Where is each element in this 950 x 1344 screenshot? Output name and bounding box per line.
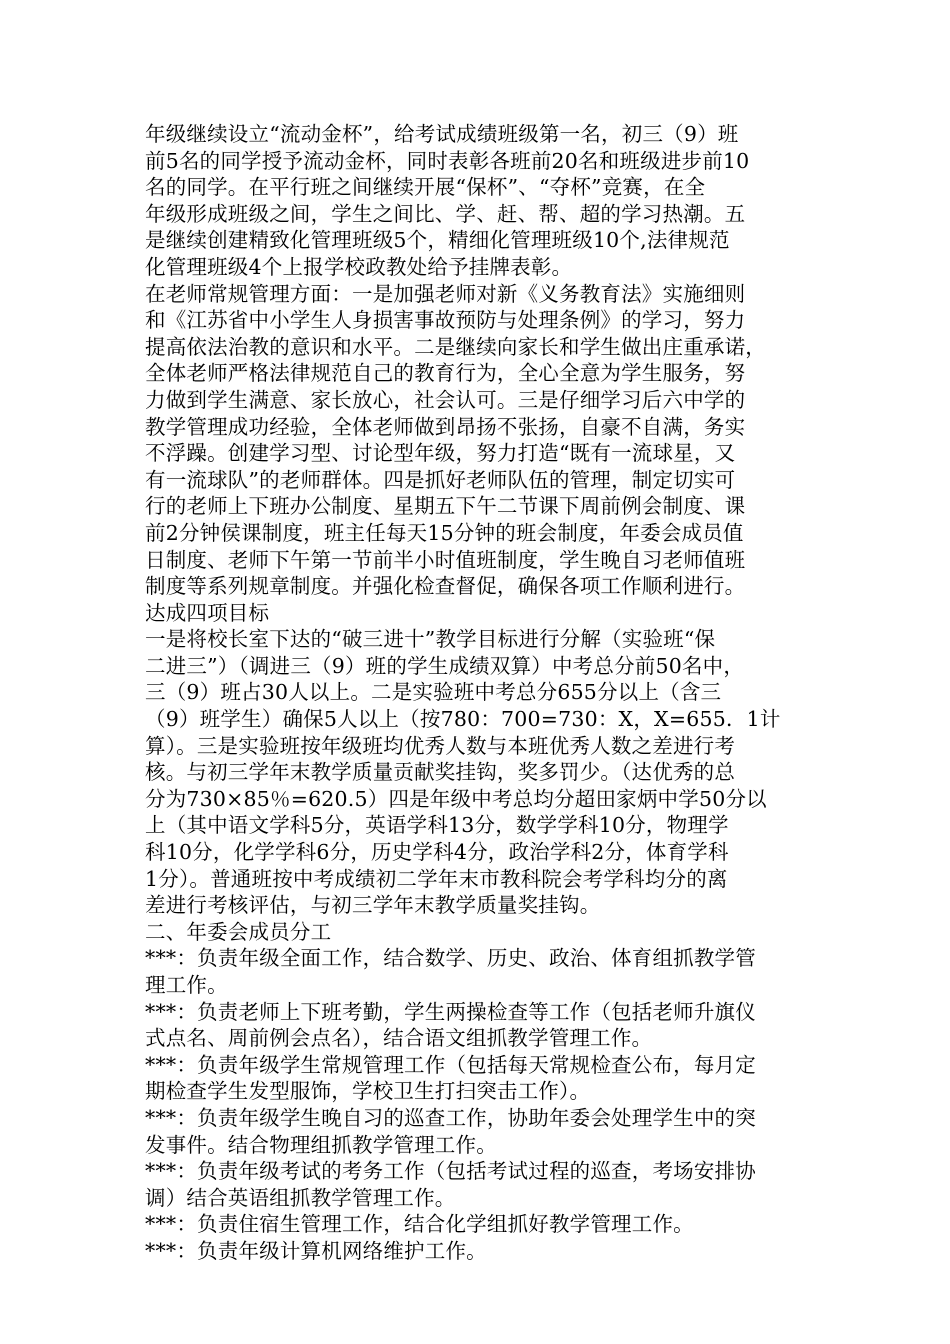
text-line: 核。与初三学年末教学质量贡献奖挂钩，奖多罚少。（达优秀的总 — [145, 760, 736, 785]
text-line: （9）班学生）确保5人以上（按780：700=730：X，X=655．1计 — [145, 707, 781, 732]
text-line: 力做到学生满意、家长放心，社会认可。三是仔细学习后六中学的 — [145, 387, 746, 412]
text-line: ***：负责年级学生常规管理工作（包括每天常规检查公布，每月定 — [145, 1052, 756, 1077]
text-line: 年级形成班级之间，学生之间比、学、赶、帮、超的学习热潮。五 — [145, 201, 746, 226]
text-line: 名的同学。在平行班之间继续开展“保杯”、“夺杯”竞赛，在全 — [145, 175, 706, 200]
text-line: 在老师常规管理方面：一是加强老师对新《义务教育法》实施细则 — [145, 281, 746, 306]
text-line: 前2分钟侯课制度，班主任每天15分钟的班会制度，年委会成员值 — [145, 520, 744, 545]
text-line: 算）。三是实验班按年级班均优秀人数与本班优秀人数之差进行考 — [145, 733, 736, 758]
text-line: 行的老师上下班办公制度、星期五下午二节课下周前例会制度、课 — [145, 494, 746, 519]
text-line: 和《江苏省中小学生人身损害事故预防与处理条例》的学习，努力 — [145, 308, 746, 333]
text-line: 发事件。结合物理组抓教学管理工作。 — [145, 1132, 497, 1157]
text-line: 理工作。 — [145, 973, 228, 997]
text-line: 全体老师严格法律规范自己的教育行为，全心全意为学生服务，努 — [145, 361, 746, 386]
text-line: 一是将校长室下达的“破三进十”教学目标进行分解（实验班“保 — [145, 627, 716, 652]
document-page — [145, 121, 815, 1265]
text-line: 二进三”）（调进三（9）班的学生成绩双算）中考总分前50名中， — [145, 653, 745, 678]
text-line: 1分）。普通班按中考成绩初二学年末市教科院会考学科均分的离 — [145, 866, 728, 891]
text-line: 三（9）班占30人以上。二是实验班中考总分655分以上（含三 — [145, 680, 722, 705]
text-line: 期检查学生发型服饰，学校卫生打扫突击工作）。 — [145, 1079, 591, 1104]
text-line: 年级继续设立“流动金杯”，给考试成绩班级第一名，初三（9）班 — [145, 122, 739, 146]
text-line: 教学管理成功经验，全体老师做到昂扬不张扬，自豪不自满，务实 — [145, 414, 746, 439]
text-line: 提高依法治教的意识和水平。二是继续向家长和学生做出庄重承诺， — [145, 334, 766, 359]
text-line: 化管理班级4个上报学校政教处给予挂牌表彰。 — [145, 254, 573, 279]
text-line: 分为730×85％=620.5）四是年级中考总均分超田家炳中学50分以 — [145, 786, 767, 811]
text-line: ***：负责住宿生管理工作，结合化学组抓好教学管理工作。 — [145, 1212, 694, 1237]
text-line: 式点名、周前例会点名），结合语文组抓教学管理工作。 — [145, 1026, 653, 1051]
section-heading: 二、年委会成员分工 — [145, 919, 332, 944]
section-heading: 达成四项目标 — [145, 600, 270, 625]
text-line: ***：负责年级考试的考务工作（包括考试过程的巡查，考场安排协 — [145, 1159, 756, 1184]
text-line: 有一流球队”的老师群体。四是抓好老师队伍的管理，制定切实可 — [145, 467, 736, 492]
text-line: 差进行考核评估，与初三学年末教学质量奖挂钩。 — [145, 893, 601, 918]
text-line: 科10分，化学学科6分，历史学科4分，政治学科2分，体育学科 — [145, 840, 729, 865]
text-line: 不浮躁。创建学习型、讨论型年级，努力打造“既有一流球星，又 — [145, 441, 736, 466]
text-line: 前5名的同学授予流动金杯，同时表彰各班前20名和班级进步前10 — [145, 148, 750, 173]
text-line: ***：负责老师上下班考勤，学生两操检查等工作（包括老师升旗仪 — [145, 999, 756, 1024]
text-line: 日制度、老师下午第一节前半小时值班制度，学生晚自习老师值班 — [145, 547, 746, 572]
text-line: 上（其中语文学科5分，英语学科13分，数学学科10分，物理学 — [145, 813, 729, 838]
text-line: ***：负责年级计算机网络维护工作。 — [145, 1238, 487, 1263]
text-line: 制度等系列规章制度。并强化检查督促，确保各项工作顺利进行。 — [145, 574, 746, 599]
text-line: ***：负责年级学生晚自习的巡查工作，协助年委会处理学生中的突 — [145, 1105, 756, 1130]
text-line: 调）结合英语组抓教学管理工作。 — [145, 1185, 456, 1210]
text-line: ***：负责年级全面工作，结合数学、历史、政治、体育组抓教学管 — [145, 946, 756, 971]
text-line: 是继续创建精致化管理班级5个，精细化管理班级10个,法律规范 — [145, 228, 730, 253]
